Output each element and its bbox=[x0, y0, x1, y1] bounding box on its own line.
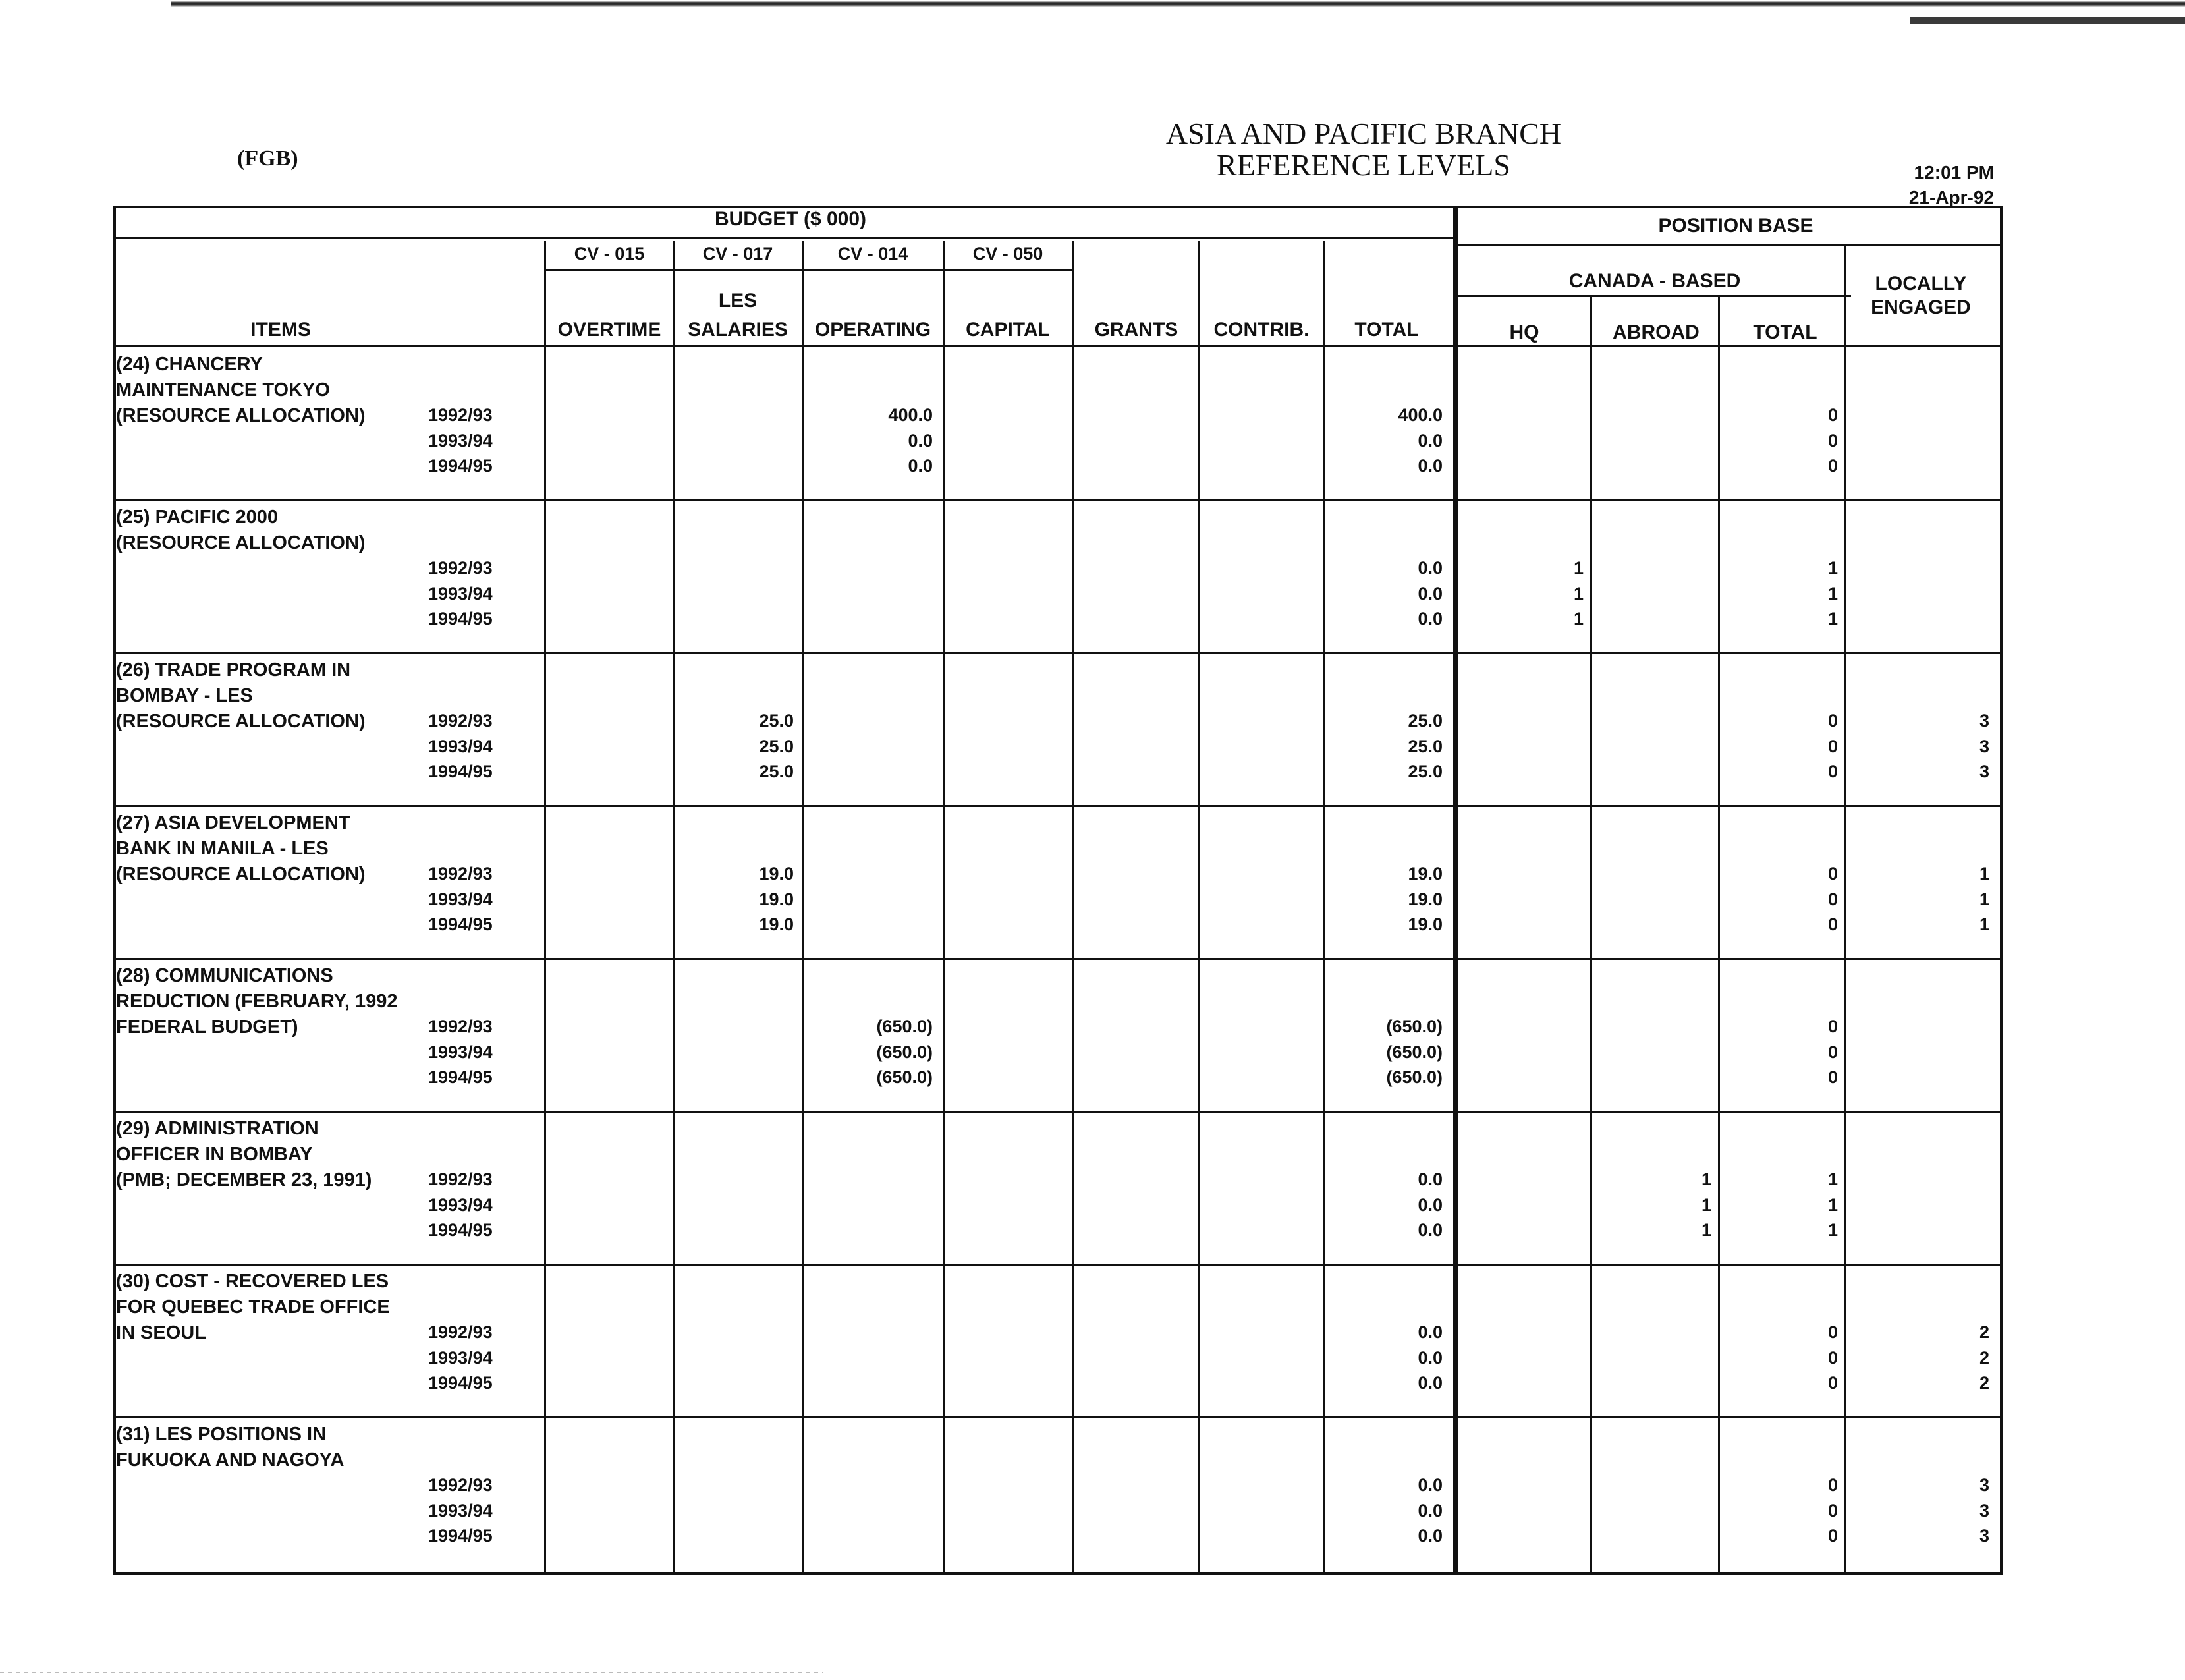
cell-total: 0.0 bbox=[1418, 1500, 1443, 1521]
cell-cb-total: 0 bbox=[1827, 864, 1838, 883]
group-rule bbox=[1458, 1264, 2000, 1266]
item-label: (29) ADMINISTRATION OFFICER IN BOMBAY (PMB; DECEMBER 23, 1991) bbox=[116, 1118, 372, 1190]
col-locally-engaged: ENGAGED bbox=[1871, 296, 1971, 318]
cell-locally-engaged: 3 bbox=[1979, 736, 1989, 756]
fiscal-year: 1994/95 bbox=[428, 456, 493, 476]
cell-cb-total: 1 bbox=[1827, 583, 1838, 603]
position-group-header: POSITION BASE bbox=[1658, 215, 1813, 237]
cv-015-code: CV - 015 bbox=[574, 244, 645, 264]
cell-total: 0.0 bbox=[1418, 583, 1443, 603]
cell-operating: 0.0 bbox=[908, 456, 933, 476]
cell-total: 19.0 bbox=[1408, 864, 1443, 883]
fiscal-year: 1992/93 bbox=[428, 711, 493, 731]
cell-locally-engaged: 3 bbox=[1979, 711, 1989, 731]
group-rule bbox=[116, 958, 1453, 960]
cell-total: 0.0 bbox=[1418, 430, 1443, 451]
cell-cb-total: 0 bbox=[1827, 1526, 1838, 1546]
fiscal-year: 1992/93 bbox=[428, 1322, 493, 1342]
column-divider bbox=[1072, 241, 1074, 1572]
cell-cb-total: 1 bbox=[1827, 609, 1838, 629]
cell-cb-total: 0 bbox=[1827, 1067, 1838, 1087]
cell-abroad: 1 bbox=[1701, 1169, 1711, 1189]
budget-group-rule bbox=[116, 237, 1453, 239]
cell-total: 0.0 bbox=[1418, 1169, 1443, 1189]
item-label: (25) PACIFIC 2000 (RESOURCE ALLOCATION) bbox=[116, 507, 366, 553]
cv-017-code: CV - 017 bbox=[702, 244, 773, 264]
group-rule bbox=[1458, 1111, 2000, 1113]
group-rule bbox=[1458, 805, 2000, 807]
cell-total: 25.0 bbox=[1408, 736, 1443, 756]
header-rule bbox=[116, 345, 1453, 347]
cell-total: 25.0 bbox=[1408, 762, 1443, 781]
canada-based-rule bbox=[1458, 295, 1851, 297]
cell-total: 0.0 bbox=[1418, 1194, 1443, 1215]
group-rule bbox=[116, 652, 1453, 654]
fiscal-year: 1993/94 bbox=[428, 430, 493, 451]
cell-total: (650.0) bbox=[1386, 1042, 1443, 1062]
cell-cb-total: 1 bbox=[1827, 1194, 1838, 1215]
cell-operating: (650.0) bbox=[876, 1042, 933, 1062]
cell-total: 25.0 bbox=[1408, 711, 1443, 731]
cell-total: 0.0 bbox=[1418, 609, 1443, 629]
cell-total: 0.0 bbox=[1418, 1475, 1443, 1495]
fiscal-year: 1993/94 bbox=[428, 1347, 493, 1368]
cell-cb-total: 0 bbox=[1827, 1347, 1838, 1368]
cell-cb-total: 1 bbox=[1827, 558, 1838, 578]
fiscal-year: 1994/95 bbox=[428, 1373, 493, 1393]
cell-operating: 0.0 bbox=[908, 430, 933, 451]
fiscal-year: 1994/95 bbox=[428, 762, 493, 781]
col-les-salaries-top: LES bbox=[718, 290, 758, 312]
cell-locally-engaged: 1 bbox=[1979, 889, 1989, 909]
cell-operating: 400.0 bbox=[888, 405, 933, 425]
document-title: ASIA AND PACIFIC BRANCH bbox=[1165, 117, 1562, 150]
col-items: ITEMS bbox=[250, 319, 311, 341]
item-label: (30) COST - RECOVERED LES FOR QUEBEC TRADE OFFICE IN SEOUL bbox=[116, 1271, 390, 1343]
cell-locally-engaged: 3 bbox=[1979, 1475, 1989, 1495]
group-rule bbox=[1458, 499, 2000, 501]
cell-cb-total: 0 bbox=[1827, 762, 1838, 781]
cell-les-salaries: 19.0 bbox=[759, 864, 794, 883]
group-rule bbox=[1458, 958, 2000, 960]
item-label: (28) COMMUNICATIONS REDUCTION (FEBRUARY, 1992 FEDERAL BUDGET) bbox=[116, 965, 398, 1038]
cv-050-code: CV - 050 bbox=[972, 244, 1043, 264]
scan-top-edge bbox=[171, 0, 2185, 7]
cell-abroad: 1 bbox=[1701, 1220, 1711, 1240]
cell-hq: 1 bbox=[1573, 558, 1584, 578]
cell-locally-engaged: 1 bbox=[1979, 864, 1989, 883]
column-divider bbox=[1844, 244, 1846, 1572]
group-rule bbox=[116, 1264, 1453, 1266]
cell-cb-total: 0 bbox=[1827, 711, 1838, 731]
cv-014-code: CV - 014 bbox=[837, 244, 908, 264]
cell-abroad: 1 bbox=[1701, 1194, 1711, 1215]
cell-total: 0.0 bbox=[1418, 558, 1443, 578]
col-hq: HQ bbox=[1509, 322, 1539, 343]
cell-operating: (650.0) bbox=[876, 1017, 933, 1036]
cell-locally-engaged: 3 bbox=[1979, 1526, 1989, 1546]
cell-cb-total: 0 bbox=[1827, 430, 1838, 451]
cell-cb-total: 0 bbox=[1827, 456, 1838, 476]
col-les-salaries: SALARIES bbox=[688, 319, 788, 341]
position-group-rule bbox=[1458, 244, 2000, 246]
cell-cb-total: 0 bbox=[1827, 1042, 1838, 1062]
cell-total: 0.0 bbox=[1418, 1526, 1443, 1546]
cell-cb-total: 0 bbox=[1827, 405, 1838, 425]
cell-les-salaries: 19.0 bbox=[759, 914, 794, 934]
cell-total: 0.0 bbox=[1418, 1347, 1443, 1368]
document-subtitle: REFERENCE LEVELS bbox=[1217, 148, 1510, 182]
cell-locally-engaged: 2 bbox=[1979, 1373, 1989, 1393]
item-label: (31) LES POSITIONS IN FUKUOKA AND NAGOYA bbox=[116, 1424, 345, 1470]
col-capital: CAPITAL bbox=[966, 319, 1050, 341]
fiscal-year: 1993/94 bbox=[428, 1500, 493, 1521]
cell-total: 0.0 bbox=[1418, 456, 1443, 476]
column-divider bbox=[1198, 241, 1200, 1572]
budget-group-header: BUDGET ($ 000) bbox=[714, 208, 867, 230]
cell-total: (650.0) bbox=[1386, 1017, 1443, 1036]
fiscal-year: 1994/95 bbox=[428, 609, 493, 629]
canada-based-group: CANADA - BASED bbox=[1568, 270, 1741, 292]
cell-les-salaries: 25.0 bbox=[759, 711, 794, 731]
fiscal-year: 1993/94 bbox=[428, 1194, 493, 1215]
column-divider bbox=[544, 241, 546, 1572]
col-abroad: ABROAD bbox=[1613, 322, 1700, 343]
cell-total: 19.0 bbox=[1408, 914, 1443, 934]
fiscal-year: 1992/93 bbox=[428, 405, 493, 425]
fiscal-year: 1994/95 bbox=[428, 914, 493, 934]
fiscal-year: 1992/93 bbox=[428, 1169, 493, 1189]
document-code: (FGB) bbox=[237, 146, 298, 171]
group-rule bbox=[116, 1111, 1453, 1113]
print-date: 21-Apr-92 bbox=[1908, 187, 1994, 208]
cell-hq: 1 bbox=[1573, 609, 1584, 629]
fiscal-year: 1992/93 bbox=[428, 1475, 493, 1495]
cell-cb-total: 0 bbox=[1827, 889, 1838, 909]
header-rule bbox=[1458, 345, 2000, 347]
cv-code-rule bbox=[544, 269, 1074, 271]
cell-cb-total: 0 bbox=[1827, 1373, 1838, 1393]
item-label: (27) ASIA DEVELOPMENT BANK IN MANILA - LES (RESOURCE ALLOCATION) bbox=[116, 812, 366, 885]
group-rule bbox=[116, 499, 1453, 501]
group-rule bbox=[1458, 1416, 2000, 1418]
fiscal-year: 1994/95 bbox=[428, 1220, 493, 1240]
cell-locally-engaged: 1 bbox=[1979, 914, 1989, 934]
scan-bottom-edge bbox=[0, 1672, 823, 1673]
cell-cb-total: 1 bbox=[1827, 1169, 1838, 1189]
cell-cb-total: 0 bbox=[1827, 914, 1838, 934]
cell-les-salaries: 25.0 bbox=[759, 736, 794, 756]
col-cb-total: TOTAL bbox=[1753, 322, 1817, 343]
cell-cb-total: 0 bbox=[1827, 1017, 1838, 1036]
cell-total: 0.0 bbox=[1418, 1220, 1443, 1240]
group-rule bbox=[116, 1416, 1453, 1418]
column-divider bbox=[943, 241, 945, 1572]
col-locally-engaged-top: LOCALLY bbox=[1875, 273, 1967, 294]
cell-les-salaries: 19.0 bbox=[759, 889, 794, 909]
fiscal-year: 1992/93 bbox=[428, 558, 493, 578]
cell-locally-engaged: 2 bbox=[1979, 1347, 1989, 1368]
cell-hq: 1 bbox=[1573, 583, 1584, 603]
col-total: TOTAL bbox=[1354, 319, 1419, 341]
fiscal-year: 1992/93 bbox=[428, 864, 493, 883]
print-time: 12:01 PM bbox=[1914, 162, 1994, 182]
fiscal-year: 1994/95 bbox=[428, 1526, 493, 1546]
item-label: (24) CHANCERY MAINTENANCE TOKYO (RESOURCE ALLOCATION) bbox=[116, 354, 366, 426]
fiscal-year: 1992/93 bbox=[428, 1017, 493, 1036]
col-operating: OPERATING bbox=[814, 319, 931, 341]
group-rule bbox=[116, 805, 1453, 807]
fiscal-year: 1994/95 bbox=[428, 1067, 493, 1087]
group-rule bbox=[1458, 652, 2000, 654]
col-contrib: CONTRIB. bbox=[1213, 319, 1310, 341]
cell-total: 19.0 bbox=[1408, 889, 1443, 909]
cell-total: (650.0) bbox=[1386, 1067, 1443, 1087]
cell-cb-total: 0 bbox=[1827, 1475, 1838, 1495]
cell-locally-engaged: 3 bbox=[1979, 762, 1989, 781]
cell-total: 0.0 bbox=[1418, 1322, 1443, 1342]
cell-cb-total: 0 bbox=[1827, 1322, 1838, 1342]
col-grants: GRANTS bbox=[1094, 319, 1178, 341]
fiscal-year: 1993/94 bbox=[428, 736, 493, 756]
column-divider bbox=[1590, 296, 1592, 1572]
fiscal-year: 1993/94 bbox=[428, 583, 493, 603]
cell-cb-total: 1 bbox=[1827, 1220, 1838, 1240]
fiscal-year: 1993/94 bbox=[428, 1042, 493, 1062]
fiscal-year: 1993/94 bbox=[428, 889, 493, 909]
cell-cb-total: 0 bbox=[1827, 736, 1838, 756]
cell-cb-total: 0 bbox=[1827, 1500, 1838, 1521]
cell-total: 400.0 bbox=[1398, 405, 1443, 425]
cell-les-salaries: 25.0 bbox=[759, 762, 794, 781]
cell-locally-engaged: 2 bbox=[1979, 1322, 1989, 1342]
item-label: (26) TRADE PROGRAM IN BOMBAY - LES (RESOURCE ALLOCATION) bbox=[116, 659, 366, 732]
scan-top-edge-dark bbox=[1910, 17, 2185, 24]
cell-locally-engaged: 3 bbox=[1979, 1500, 1989, 1521]
col-overtime: OVERTIME bbox=[557, 319, 661, 341]
cell-total: 0.0 bbox=[1418, 1373, 1443, 1393]
cell-operating: (650.0) bbox=[876, 1067, 933, 1087]
